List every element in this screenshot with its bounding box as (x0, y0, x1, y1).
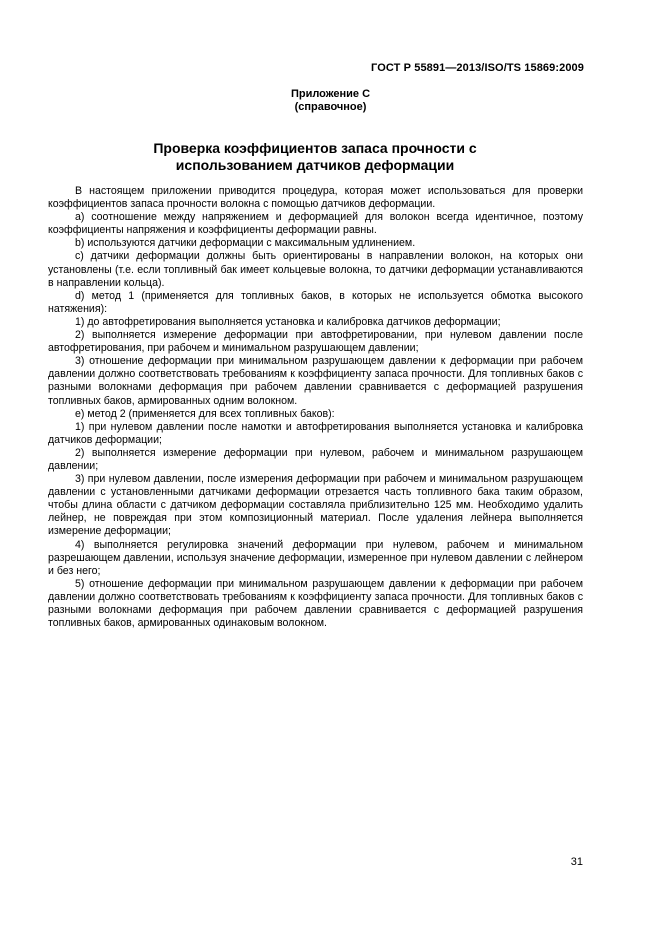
paragraph-item-e: e) метод 2 (применяется для всех топливных баков): (75, 407, 335, 420)
paragraph-e-step-3: 3) при нулевом давлении, после измерения деформации при рабочем и минимальном разрушающем давлении с установленными датчиками деформации отрезается часть топливного бака таким образом, чтобы длина области с датчиком деформации составляла приблизительно 125 мм. Необходимо удалить лейнер, не повреждая при этом композиционный материал. После удаления лейнера выполняется измерение деформации; (48, 473, 583, 538)
annex-label: Приложение С (290, 88, 371, 100)
annex-body (48, 185, 583, 630)
paragraph-e-step-2: 2) выполняется измерение деформации при нулевом, рабочем и минимальном разрушающем давлении; (48, 446, 583, 472)
page-number: 31 (570, 856, 583, 868)
annex-title-line-2: использованием датчиков деформации (175, 157, 455, 173)
paragraph-e-step-1: 1) при нулевом давлении после намотки и автофретирования выполняется установка и калибровка датчиков деформации; (48, 420, 583, 446)
paragraph-d-step-1: 1) до автофретирования выполняется установка и калибровка датчиков деформации; (75, 315, 501, 328)
annex-heading (0, 88, 661, 114)
paragraph-intro: В настоящем приложении приводится процедура, которая может использоваться для проверки коэффициентов запаса прочности волокна с помощью датчиков деформации. (48, 185, 583, 211)
annex-type: (справочное) (294, 101, 367, 113)
paragraph-e-step-4: 4) выполняется регулировка значений деформации при нулевом, рабочем и минимальном разрешающем давлении, используя значение деформации, измеренное при нулевом давлении с лейнером и без него; (48, 538, 583, 577)
paragraph-item-b: b) используются датчики деформации с максимальным удлинением. (75, 237, 416, 250)
paragraph-e-step-5: 5) отношение деформации при минимальном разрушающем давлении к деформации при рабочем давлении должно соответствовать требованиям к коэффициенту запаса прочности. Для топливных баков с разными волокнами деформация при рабочем давлении сравнивается с деформацией разрушения топливных баков, армированных одинаковым волокном. (48, 577, 583, 630)
annex-title (0, 140, 630, 174)
paragraph-item-a: a) соотношение между напряжением и деформацией для волокон всегда идентичное, поэтому коэффициенты напряжения и коэффициенты деформации равны. (48, 211, 583, 237)
paragraph-item-c: c) датчики деформации должны быть ориентированы в направлении волокон, на которых они установлены (т.е. если топливный бак имеет кольцевые волокна, то датчики деформации устанавливаются в направлении кольца). (48, 250, 583, 289)
document-code-header: ГОСТ Р 55891—2013/ISO/TS 15869:2009 (371, 62, 584, 74)
paragraph-d-step-2: 2) выполняется измерение деформации при автофретировании, при нулевом давлении после автофретирования, при рабочем и минимальном разрушающем давлении; (48, 329, 583, 355)
paragraph-d-step-3: 3) отношение деформации при минимальном разрушающем давлении к деформации при рабочем давлении должно соответствовать требованиям к коэффициенту запаса прочности. Для топливных баков с разными волокнами деформация при рабочем давлении сравнивается с деформацией разрушения топливных баков, армированных одним волокном. (48, 355, 583, 407)
paragraph-item-d: d) метод 1 (применяется для топливных баков, в которых не используется обмотка высокого натяжения): (48, 289, 583, 315)
annex-title-line-1: Проверка коэффициентов запаса прочности с (153, 140, 477, 156)
